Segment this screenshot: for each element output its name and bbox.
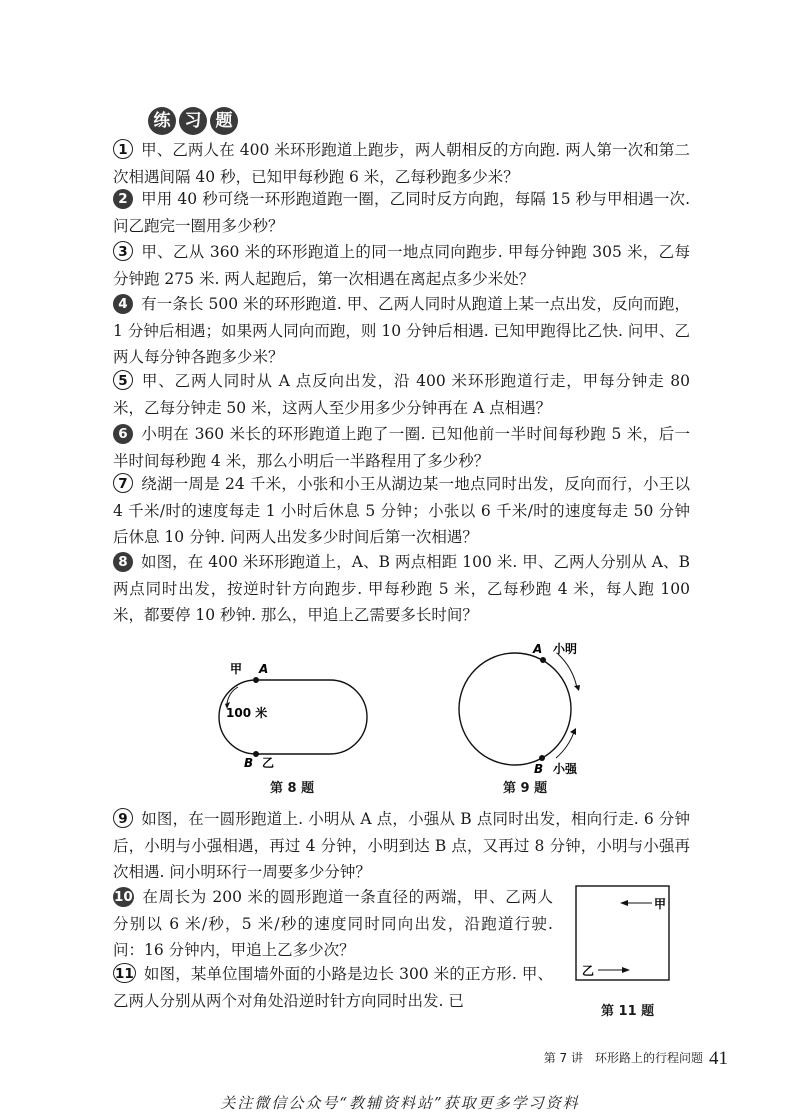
- problem-9: [113, 806, 690, 886]
- figure-9-circle: [450, 636, 590, 776]
- fig9-label-qiang: 小强: [553, 762, 578, 776]
- problem-number: 3: [113, 241, 133, 261]
- heading-char: 题: [210, 107, 238, 135]
- figure-9: [450, 636, 590, 776]
- problem-6: [113, 421, 690, 474]
- problem-number: 10: [114, 889, 133, 905]
- figure-11-square: [574, 884, 674, 994]
- problem-text: 有一条长 500 米的环形跑道. 甲、乙两人同时从跑道上某一点出发，反向而跑，1 分钟后相遇；如果两人同向而跑，则 10 分钟后相遇. 已知甲跑得比乙快. 问甲、乙两人每分钟各跑多少米？: [113, 295, 690, 366]
- problem-8: [113, 549, 690, 629]
- fig8-label-jia: 甲: [230, 662, 243, 676]
- figure-8-track: [218, 660, 378, 770]
- figure-9-caption: 第 9 题: [503, 781, 548, 796]
- problem-11: [113, 961, 553, 1014]
- problem-number: 6: [113, 424, 133, 444]
- figure-8: [218, 660, 378, 770]
- fig9-label-ming: 小明: [553, 642, 578, 656]
- chapter-title: 第 7 讲 环形路上的行程问题: [543, 1051, 703, 1065]
- problem-text: 小明在 360 米长的环形跑道上跑了一圈. 已知他前一半时间每秒跑 5 米，后一半时间每秒跑 4 米，那么小明后一半路程用了多少秒？: [113, 425, 690, 470]
- problem-number: 5: [113, 370, 133, 390]
- problem-text: 绕湖一周是 24 千米，小张和小王从湖边某一地点同时出发，反向而行，小王以 4 千米/时的速度每走 1 小时后休息 5 分钟；小张以 6 千米/时的速度每走 50 分钟后休息 10 分钟. 问两人出发多少时间后第一次相遇？: [113, 475, 690, 546]
- problem-7: [113, 471, 690, 551]
- fig11-label-yi: 乙: [582, 964, 595, 978]
- problem-number: 11: [113, 963, 136, 983]
- problem-10: [113, 884, 553, 964]
- problem-text: 如图，在一圆形跑道上. 小明从 A 点，小强从 B 点同时出发，相向行走. 6 分钟后，小明与小强相遇，再过 4 分钟，小明到达 B 点，又再过 8 分钟，小明与小强再次相遇. 问小明环行一周要多少分钟？: [113, 810, 690, 881]
- fig9-label-a: A: [533, 642, 543, 656]
- problem-text: 如图，某单位围墙外面的小路是边长 300 米的正方形. 甲、乙两人分别从两个对角处沿逆时针方向同时出发. 已: [113, 965, 553, 1010]
- watermark-note: 关注微信公众号“教辅资料站”获取更多学习资料: [220, 1094, 580, 1112]
- problem-text: 在周长为 200 米的圆形跑道一条直径的两端，甲、乙两人分别以 6 米/秒，5 米/秒的速度同时同向出发，沿跑道行驶. 问：16 分钟内，甲追上乙多少次？: [113, 888, 553, 959]
- problem-text: 甲用 40 秒可绕一环形跑道跑一圈，乙同时反方向跑，每隔 15 秒与甲相遇一次. 问乙跑完一圈用多少秒？: [113, 190, 690, 235]
- fig8-label-yi: 乙: [262, 756, 275, 770]
- heading-char: 练: [148, 107, 176, 135]
- problem-text: 甲、乙两人在 400 米环形跑道上跑步，两人朝相反的方向跑. 两人第一次和第二次相遇间隔 40 秒，已知甲每秒跑 6 米，乙每秒跑多少米？: [113, 141, 690, 186]
- problem-number: 1: [113, 139, 133, 159]
- figure-8-caption: 第 8 题: [270, 781, 315, 796]
- problem-4: [113, 291, 690, 371]
- problem-text: 如图，在 400 米环形跑道上，A、B 两点相距 100 米. 甲、乙两人分别从 A、B 两点同时出发，按逆时针方向跑步. 甲每秒跑 5 米，乙每秒跑 4 米，每人跑 100 米，都要停 10 秒钟. 那么，甲追上乙需要多长时间？: [113, 553, 690, 624]
- exercise-heading: [148, 107, 238, 135]
- problem-3: [113, 239, 690, 292]
- problem-number: 2: [113, 189, 133, 209]
- figure-11: [574, 884, 674, 994]
- page-number: 41: [709, 1048, 728, 1069]
- fig9-label-b: B: [534, 762, 544, 776]
- fig8-distance: 100 米: [226, 706, 268, 720]
- problem-number: 8: [113, 552, 133, 572]
- problem-number: 9: [113, 808, 133, 828]
- fig8-label-a: A: [259, 662, 269, 676]
- problem-text: 甲、乙两人同时从 A 点反向出发，沿 400 米环形跑道行走，甲每分钟走 80 米，乙每分钟走 50 米，这两人至少用多少分钟再在 A 点相遇？: [113, 372, 690, 417]
- heading-char: 习: [179, 107, 207, 135]
- problem-number: 4: [113, 294, 133, 314]
- page-footer: [544, 1048, 728, 1070]
- problem-5: [113, 368, 690, 421]
- fig11-label-jia: 甲: [654, 897, 667, 911]
- fig8-label-b: B: [244, 756, 254, 770]
- problem-1: [113, 137, 690, 190]
- problem-text: 甲、乙从 360 米的环形跑道上的同一地点同向跑步. 甲每分钟跑 305 米，乙每分钟跑 275 米. 两人起跑后，第一次相遇在离起点多少米处？: [113, 243, 690, 288]
- problem-number: 7: [113, 473, 133, 493]
- problem-2: [113, 186, 690, 239]
- figure-11-caption: 第 11 题: [601, 1004, 655, 1019]
